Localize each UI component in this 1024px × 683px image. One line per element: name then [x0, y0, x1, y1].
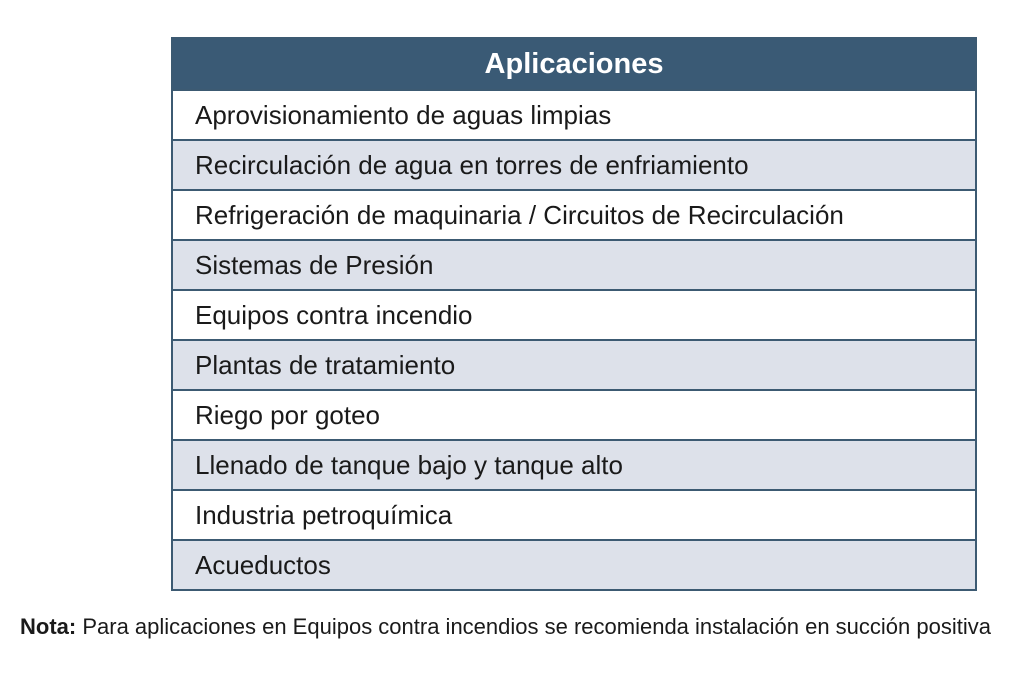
- table-row: Refrigeración de maquinaria / Circuitos de Recirculación: [173, 191, 975, 241]
- table-row: Acueductos: [173, 541, 975, 589]
- table-row: Plantas de tratamiento: [173, 341, 975, 391]
- table-row: Sistemas de Presión: [173, 241, 975, 291]
- table-row: Industria petroquímica: [173, 491, 975, 541]
- applications-table: [171, 37, 977, 591]
- footnote-label: Nota:: [20, 614, 77, 639]
- footnote: [20, 612, 1015, 641]
- table-header: Aplicaciones: [173, 39, 975, 91]
- table-row: Equipos contra incendio: [173, 291, 975, 341]
- table-row: Recirculación de agua en torres de enfriamiento: [173, 141, 975, 191]
- table-row: Riego por goteo: [173, 391, 975, 441]
- footnote-text: Para aplicaciones en Equipos contra incendios se recomienda instalación en succión positiva: [76, 614, 991, 639]
- table-row: Llenado de tanque bajo y tanque alto: [173, 441, 975, 491]
- table-row: Aprovisionamiento de aguas limpias: [173, 91, 975, 141]
